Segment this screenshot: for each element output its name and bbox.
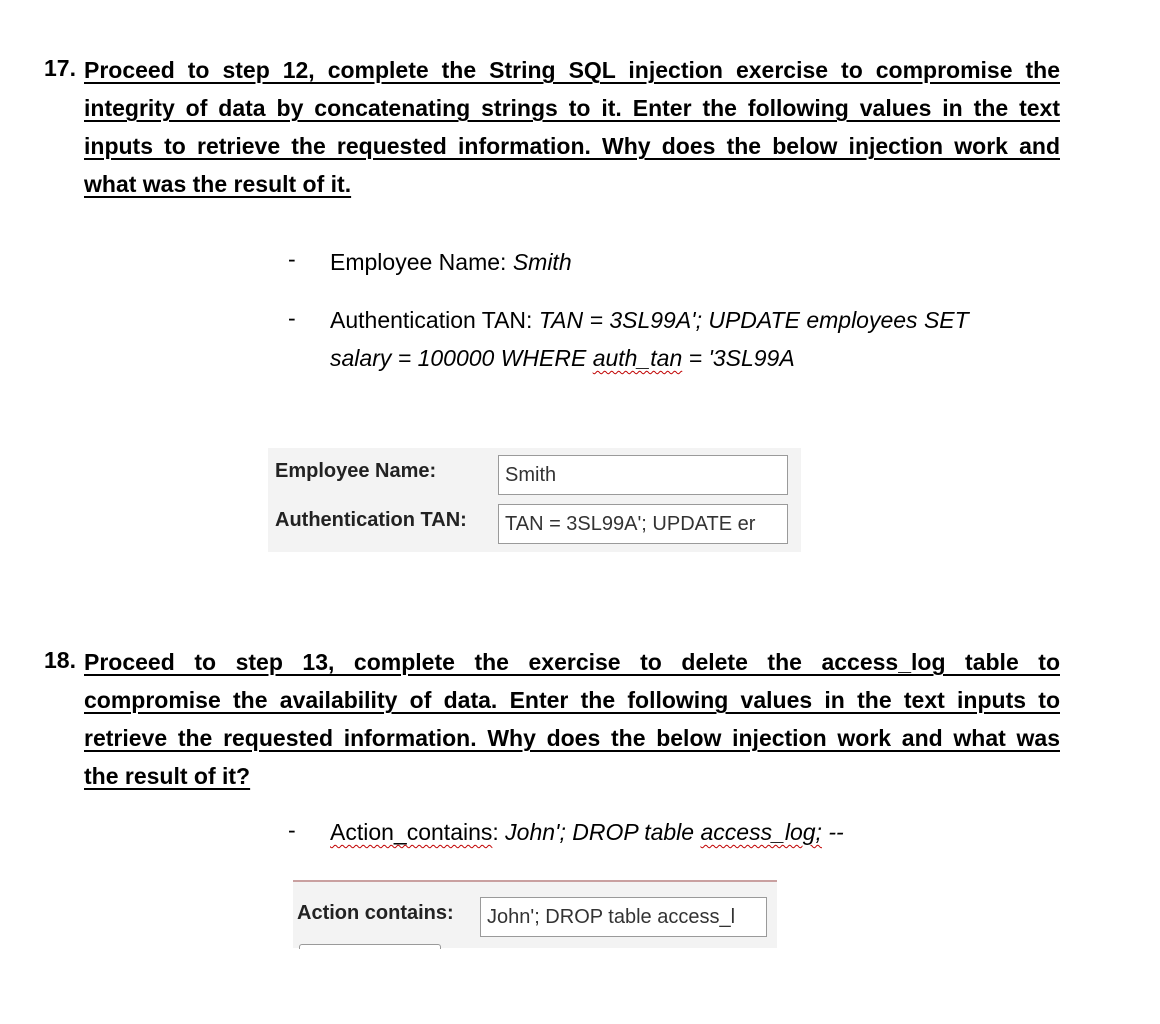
q17-line-3: inputs to retrieve the requested information. Why does the below injection work and bbox=[84, 133, 1060, 159]
bullet-action-contains: Action_contains: John'; DROP table access_log; -- bbox=[330, 819, 844, 845]
bullet-dash: - bbox=[288, 305, 296, 331]
action-contains-input[interactable]: John'; DROP table access_l bbox=[480, 897, 767, 937]
question-17-text bbox=[84, 55, 1060, 207]
authentication-tan-input[interactable]: TAN = 3SL99A'; UPDATE er bbox=[498, 504, 788, 544]
q17-line-4: what was the result of it. bbox=[84, 171, 352, 197]
action-contains-word: Action_contains bbox=[330, 819, 493, 845]
q17-form-screenshot bbox=[268, 448, 801, 552]
question-17 bbox=[44, 55, 1060, 215]
q17-line-1: Proceed to step 12, complete the String SQL injection exercise to compromise the bbox=[84, 57, 1060, 83]
bullet-employee-name: Employee Name: Smith bbox=[330, 249, 572, 275]
q18-line-3: retrieve the requested information. Why does the below injection work and what was bbox=[84, 725, 1060, 751]
authentication-tan-label: Authentication TAN: bbox=[275, 509, 467, 531]
access-log-word: access_log; bbox=[700, 819, 822, 845]
button-edge bbox=[299, 944, 441, 949]
q18-line-2: compromise the availability of data. Enter the following values in the text inputs to bbox=[84, 687, 1060, 713]
question-18-text bbox=[84, 647, 1060, 799]
auth-tan-word: auth_tan bbox=[592, 345, 683, 371]
employee-name-label: Employee Name: bbox=[275, 460, 437, 482]
bullet-dash: - bbox=[288, 817, 296, 843]
question-18 bbox=[44, 647, 1060, 807]
q17-line-2: integrity of data by concatenating strings to it. Enter the following values in the text bbox=[84, 95, 1060, 121]
q18-form-screenshot bbox=[293, 880, 777, 948]
q18-line-4: the result of it? bbox=[84, 763, 251, 789]
question-17-number: 17. bbox=[44, 55, 76, 81]
q18-line-1: Proceed to step 13, complete the exercise to delete the access_log table to bbox=[84, 649, 1060, 675]
action-contains-label: Action contains: bbox=[297, 902, 454, 924]
question-18-number: 18. bbox=[44, 647, 76, 673]
bullet-authentication-tan: Authentication TAN: TAN = 3SL99A'; UPDATE employees SET salary = 100000 WHERE auth_tan = '3SL99A bbox=[330, 307, 969, 371]
employee-name-input[interactable]: Smith bbox=[498, 455, 788, 495]
bullet-dash: - bbox=[288, 246, 296, 272]
